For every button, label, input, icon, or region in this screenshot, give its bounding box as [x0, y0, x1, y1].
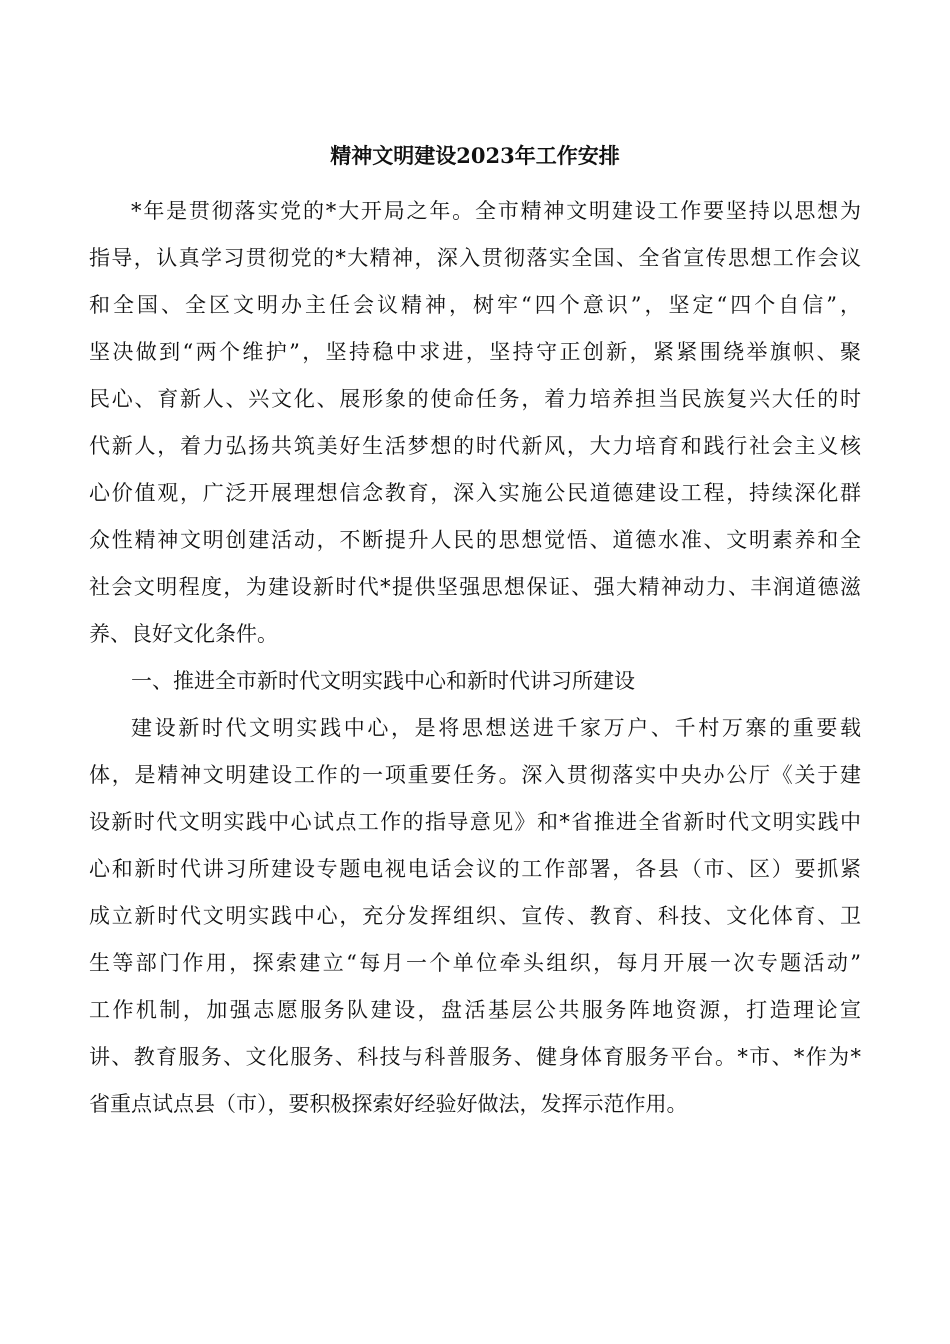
paragraph-2-line: 讲、教育服务、文化服务、科技与科普服务、健身体育服务平台。*市、*作为* [89, 1045, 861, 1069]
paragraph-1-line: 心价值观，广泛开展理想信念教育，深入实施公民道德建设工程，持续深化群 [89, 481, 861, 505]
paragraph-2-line: 成立新时代文明实践中心，充分发挥组织、宣传、教育、科技、文化体育、卫 [89, 904, 861, 928]
paragraph-1-line: *年是贯彻落实党的*大开局之年。全市精神文明建设工作要坚持以思想为 [131, 199, 861, 223]
paragraph-1-line: 民心、育新人、兴文化、展形象的使命任务，着力培养担当民族复兴大任的时 [89, 387, 861, 411]
paragraph-1-line: 坚决做到“两个维护”，坚持稳中求进，坚持守正创新，紧紧围绕举旗帜、聚 [89, 340, 861, 364]
paragraph-1-line: 众性精神文明创建活动，不断提升人民的思想觉悟、道德水准、文明素养和全 [89, 528, 861, 552]
paragraph-1-line: 指导，认真学习贯彻党的*大精神，深入贯彻落实全国、全省宣传思想工作会议 [89, 246, 861, 270]
section-heading: 一、推进全市新时代文明实践中心和新时代讲习所建设 [131, 669, 635, 693]
paragraph-2-line: 设新时代文明实践中心试点工作的指导意见》和*省推进全省新时代文明实践中 [89, 810, 861, 834]
paragraph-1-line: 代新人，着力弘扬共筑美好生活梦想的时代新风，大力培育和践行社会主义核 [89, 434, 861, 458]
paragraph-2-line: 心和新时代讲习所建设专题电视电话会议的工作部署，各县（市、区）要抓紧 [89, 857, 861, 881]
paragraph-2-line: 工作机制，加强志愿服务队建设，盘活基层公共服务阵地资源，打造理论宣 [89, 998, 861, 1022]
paragraph-2-line: 生等部门作用，探索建立“每月一个单位牵头组织，每月开展一次专题活动” [89, 951, 861, 975]
paragraph-2-line: 建设新时代文明实践中心，是将思想送进千家万户、千村万寨的重要载 [131, 716, 861, 740]
paragraph-1-line: 养、良好文化条件。 [89, 622, 278, 646]
document-title: 精神文明建设2023年工作安排 [330, 143, 620, 168]
paragraph-1-line: 社会文明程度，为建设新时代*提供坚强思想保证、强大精神动力、丰润道德滋 [89, 575, 861, 599]
paragraph-1-line: 和全国、全区文明办主任会议精神，树牢“四个意识”，坚定“四个自信”， [89, 293, 861, 317]
paragraph-2-line: 体，是精神文明建设工作的一项重要任务。深入贯彻落实中央办公厅《关于建 [89, 763, 861, 787]
paragraph-2-line: 省重点试点县（市），要积极探索好经验好做法，发挥示范作用。 [89, 1092, 688, 1116]
